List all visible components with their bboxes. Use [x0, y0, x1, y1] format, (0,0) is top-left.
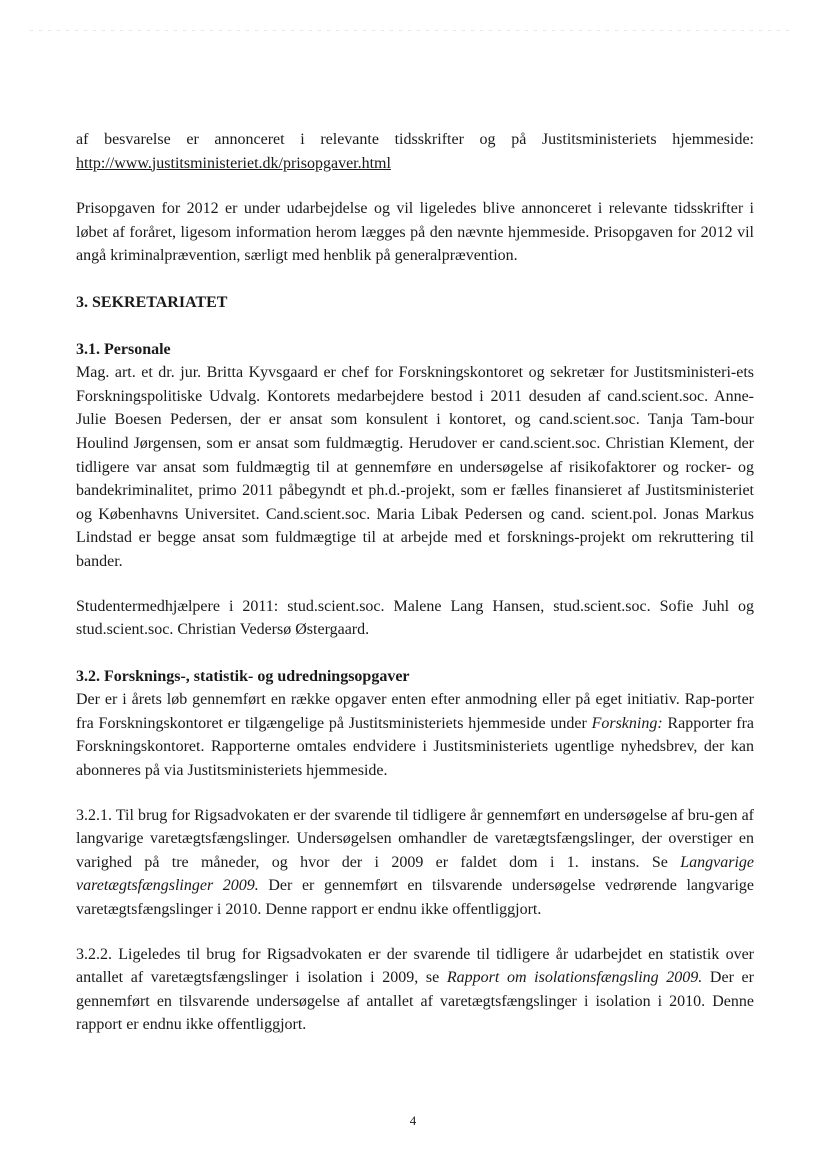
text-segment: Der er gennemført en tilsvarende undersøgelse af antallet af varetægtsfængslinger i isolation i 2010. Denne rapport er endnu ikke offentliggjort. [76, 969, 754, 1034]
paragraph-3-2-2 [76, 943, 754, 1037]
paragraph-opgaver-intro [76, 688, 754, 782]
text-segment: 3.2.2. Ligeledes til brug for Rigsadvokaten er der svarende til tidligere år udarbejdet en statistik over antallet af varetægtsfængslinger i isolation i 2009, se [76, 945, 754, 987]
text-segment: Der er i årets løb gennemført en række opgaver enten efter anmodning eller på eget initiativ. Rap-porter fra Forskningskontoret er tilgængelige på Justitsministeriets hjemmeside under [76, 691, 754, 732]
page-number: 4 [409, 1113, 417, 1128]
text-segment: Rapporter fra Forskningskontoret. Rapporterne omtales endvidere i Justitsministeriets ugentlige nyhedsbrev, der kan abonneres på via Justitsministeriets hjemmeside. [76, 714, 755, 780]
subsection-heading-opgaver: 3.2. Forsknings-, statistik- og udredningsopgaver [76, 667, 410, 685]
paragraph-prisopgave-announcement [76, 128, 754, 175]
subsection-heading-personale: 3.1. Personale [76, 340, 171, 358]
text-segment: 3.2.1. Til brug for Rigsadvokaten er der svarende til tidligere år gennemført en undersøgelse af bru-gen af langvarige varetægtsfængslinger. Undersøgelsen omhandler de varetægtsfængslinger, der overstiger en varighed på tre måneder, og hvor der i 2009 er faldet dom i 1. instans. Se [76, 806, 754, 871]
document-page [76, 128, 754, 1037]
section-personale [76, 338, 754, 642]
section-heading-sekretariatet: 3. SEKRETARIATET [76, 293, 228, 311]
paragraph-personale-staff: Mag. art. et dr. jur. Britta Kyvsgaard er chef for Forskningskontoret og sekretær for Justitsministeri-ets Forskningspolitiske Udvalg. Kontorets medarbejdere bestod i 2011 desuden af cand.scient.soc. Anne-Julie Boesen Pedersen, der er ansat som konsulent i kontoret, og cand.scient.soc. Tanja Tam-bour Houlind Jørgensen, som er ansat som fuldmægtig. Herudover er cand.scient.soc. Christian Klement, der tidligere var ansat som fuldmægtig til at gennemføre en undersøgelse af risikofaktorer og rocker- og bandekriminalitet, primo 2011 påbegyndt et ph.d.-projekt, som er fælles finansieret af Justitsministeriet og Københavns Universitet. Cand.scient.soc. Maria Libak Pedersen og cand. scient.pol. Jonas Markus Lindstad er begge ansat som fuldmægtige til at arbejde med et forsknings-projekt om rekruttering til bander. [76, 364, 754, 570]
paragraph-prisopgave-2012: Prisopgaven for 2012 er under udarbejdelse og vil ligeledes blive annonceret i relevante tidsskrifter i løbet af foråret, ligesom information herom lægges på den nævnte hjemmeside. Prisopgaven for 2012 vil angå kriminalprævention, særligt med henblik på generalprævention. [76, 200, 754, 265]
scan-artifact-line [30, 30, 790, 31]
italic-reference: Langvarige varetægtsfængslinger 2009. [76, 853, 754, 895]
section-opgaver [76, 665, 754, 1037]
paragraph-3-2-1 [76, 804, 754, 922]
paragraph-student-assistants: Studentermedhjælpere i 2011: stud.scient.soc. Malene Lang Hansen, stud.scient.soc. Sofie Juhl og stud.scient.soc. Christian Vedersø Østergaard. [76, 597, 754, 639]
text-segment: Der er gennemført en tilsvarende undersøgelse vedrørende langvarige varetægtsfængslinger i 2010. Denne rapport er endnu ikke offentliggjort. [76, 877, 754, 919]
ministry-link[interactable]: http://www.justitsministeriet.dk/prisopgaver.html [76, 154, 391, 172]
italic-reference: Forskning: [591, 714, 663, 732]
italic-reference: Rapport om isolationsfængsling 2009. [446, 969, 703, 987]
paragraph-text: af besvarelse er annonceret i relevante tidsskrifter og på Justitsministeriets hjemmeside: [76, 131, 754, 148]
